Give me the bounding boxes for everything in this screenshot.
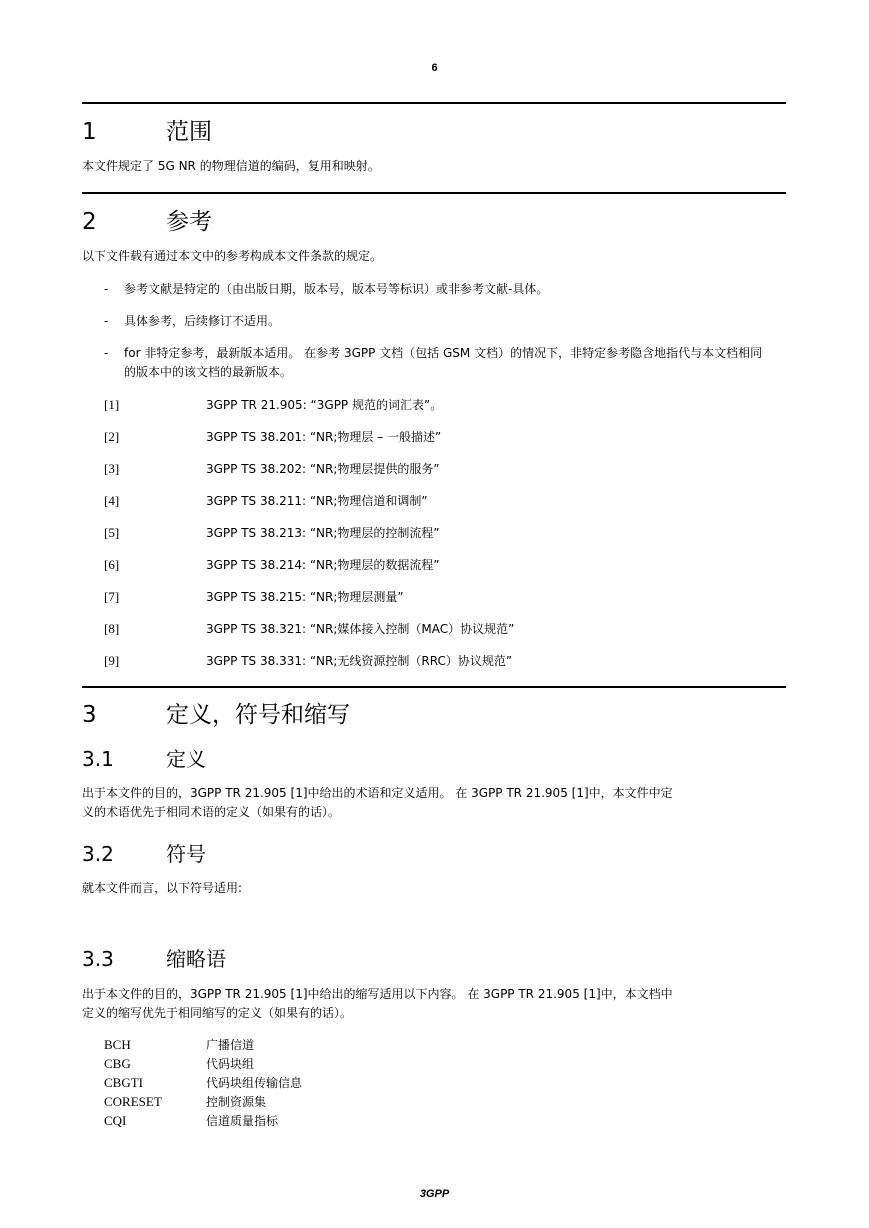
reference-text: 3GPP TS 38.213: “NR;物理层的控制流程” xyxy=(206,526,440,540)
reference-text: 3GPP TS 38.215: “NR;物理层测量” xyxy=(206,590,404,604)
section-3-1-body-line-2: 义的术语优先于相同术语的定义（如果有的话）。 xyxy=(82,805,341,819)
reference-id: [1] xyxy=(104,397,120,412)
reference-text: 3GPP TS 38.201: “NR;物理层 – 一般描述” xyxy=(206,430,442,444)
reference-item xyxy=(104,428,441,445)
abbreviation-term: CBGTI xyxy=(104,1075,143,1090)
abbreviation-item xyxy=(104,1092,266,1112)
section-3-2-body: 就本文件而言，以下符号适用: xyxy=(82,881,243,895)
section-3-2-heading xyxy=(82,838,206,867)
reference-text: 3GPP TS 38.214: “NR;物理层的数据流程” xyxy=(206,558,440,572)
reference-text: 3GPP TS 38.321: “NR;媒体接入控制（MAC）协议规范” xyxy=(206,622,515,636)
section-title: 参考 xyxy=(166,209,212,235)
section-number: 2 xyxy=(82,209,97,235)
section-3-3-body-line-1: 出于本文件的目的，3GPP TR 21.905 [1]中给出的缩写适用以下内容。 在 3GPP TR 21.905 [1]中，本文档中 xyxy=(82,987,673,1001)
abbreviation-meaning: 广播信道 xyxy=(206,1038,255,1052)
reference-id: [6] xyxy=(104,557,120,572)
reference-item xyxy=(104,588,404,605)
reference-text: 3GPP TS 38.211: “NR;物理信道和调制” xyxy=(206,494,428,508)
section-divider xyxy=(82,686,786,688)
section-3-3-body-line-2: 定义的缩写优先于相同缩写的定义（如果有的话）。 xyxy=(82,1006,353,1020)
section-1-body: 本文件规定了 5G NR 的物理信道的编码，复用和映射。 xyxy=(82,159,380,173)
reference-id: [3] xyxy=(104,461,120,476)
section-divider xyxy=(82,102,786,104)
reference-id: [9] xyxy=(104,653,120,668)
reference-item xyxy=(104,396,442,413)
section-number: 3.1 xyxy=(82,747,114,771)
bullet-text: 参考文献是特定的（由出版日期，版本号，版本号等标识）或非参考文献-具体。 xyxy=(124,282,549,296)
section-number: 3.2 xyxy=(82,842,114,866)
section-3-1-body-line-1: 出于本文件的目的，3GPP TR 21.905 [1]中给出的术语和定义适用。 在 3GPP TR 21.905 [1]中，本文件中定 xyxy=(82,786,673,800)
abbreviation-item xyxy=(104,1111,278,1131)
section-title: 定义 xyxy=(166,747,206,771)
abbreviation-term: CORESET xyxy=(104,1094,162,1109)
page-number: 6 xyxy=(431,62,438,74)
section-title: 范围 xyxy=(166,119,212,145)
abbreviation-item xyxy=(104,1035,254,1055)
reference-id: [7] xyxy=(104,589,120,604)
abbreviation-meaning: 信道质量指标 xyxy=(206,1114,279,1128)
bullet-dash: - xyxy=(104,346,109,360)
section-title: 符号 xyxy=(166,842,206,866)
abbreviation-meaning: 代码块组 xyxy=(206,1057,255,1071)
bullet-item xyxy=(104,280,784,299)
abbreviation-item xyxy=(104,1073,302,1093)
reference-item xyxy=(104,556,440,573)
reference-item xyxy=(104,652,512,669)
reference-text: 3GPP TS 38.331: “NR;无线资源控制（RRC）协议规范” xyxy=(206,654,513,668)
section-2-heading xyxy=(82,203,212,236)
section-number: 1 xyxy=(82,119,97,145)
reference-id: [4] xyxy=(104,493,120,508)
bullet-item xyxy=(104,312,784,331)
abbreviation-meaning: 代码块组传输信息 xyxy=(206,1076,303,1090)
reference-item xyxy=(104,492,428,509)
bullet-item xyxy=(104,344,766,382)
abbreviation-item xyxy=(104,1054,254,1074)
reference-text: 3GPP TR 21.905: “3GPP 规范的词汇表”。 xyxy=(206,398,443,412)
section-divider xyxy=(82,192,786,194)
section-number: 3.3 xyxy=(82,947,114,971)
reference-id: [5] xyxy=(104,525,120,540)
bullet-dash: - xyxy=(104,282,109,296)
reference-item xyxy=(104,620,514,637)
section-3-3-heading xyxy=(82,943,226,972)
abbreviation-term: CQI xyxy=(104,1113,127,1128)
abbreviation-term: CBG xyxy=(104,1056,131,1071)
reference-id: [8] xyxy=(104,621,120,636)
section-3-heading xyxy=(82,696,350,729)
bullet-dash: - xyxy=(104,314,109,328)
section-number: 3 xyxy=(82,702,97,728)
page-footer: 3GPP xyxy=(419,1188,450,1200)
section-2-intro: 以下文件载有通过本文中的参考构成本文件条款的规定。 xyxy=(82,249,383,263)
section-1-heading xyxy=(82,113,212,146)
reference-id: [2] xyxy=(104,429,120,444)
bullet-text: 具体参考，后续修订不适用。 xyxy=(124,314,281,328)
bullet-text: for 非特定参考，最新版本适用。 在参考 3GPP 文档（包括 GSM 文档）的情况下，非特定参考隐含地指代与本文档相同的版本中的该文档的最新版本。 xyxy=(124,346,763,379)
reference-text: 3GPP TS 38.202: “NR;物理层提供的服务” xyxy=(206,462,440,476)
abbreviation-term: BCH xyxy=(104,1037,131,1052)
reference-item xyxy=(104,524,440,541)
abbreviation-meaning: 控制资源集 xyxy=(206,1095,267,1109)
reference-item xyxy=(104,460,440,477)
section-title: 缩略语 xyxy=(166,947,226,971)
section-title: 定义，符号和缩写 xyxy=(166,702,350,728)
section-3-1-heading xyxy=(82,743,206,772)
